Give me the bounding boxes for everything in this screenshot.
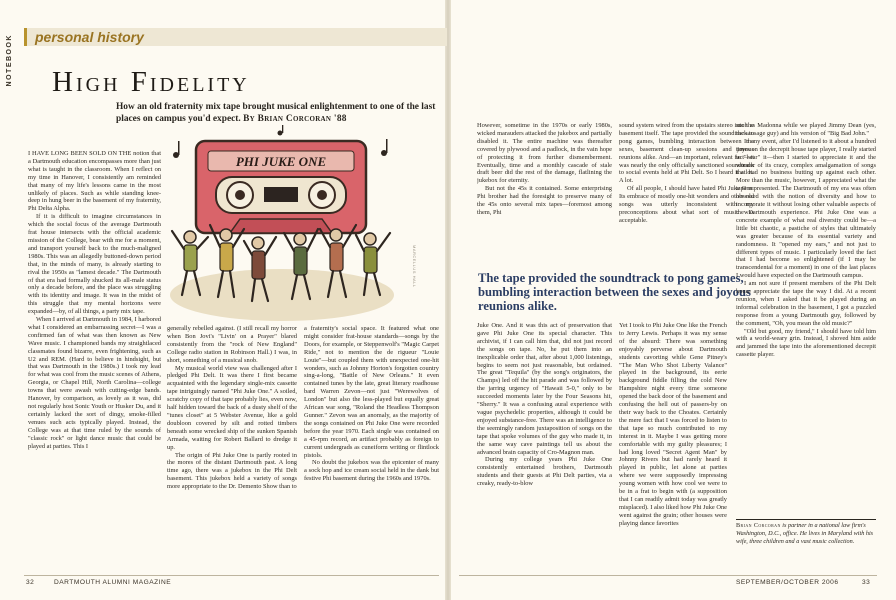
author-bio-text: is partner in a national law firm's Washington, D.C., office. He lives in Maryland with his wife, three children and a vast music collection. bbox=[736, 522, 874, 545]
paragraph: I am not sure if present members of the Phi Delt house appreciate the tape the way I did. At a recent reunion, when I asked that it be played during an informal celebration in the basement, I got a puzzled response from a young Dartmouth guy, followed by the comment, "Oh, you mean the old music?" bbox=[736, 280, 876, 327]
article-column-3 bbox=[304, 325, 439, 570]
article-column-5 bbox=[619, 122, 754, 264]
dek-text: How an old fraternity mix tape brought musical enlightenment to one of the last places on campus you'd expect. bbox=[116, 102, 436, 124]
article-column-2 bbox=[167, 325, 297, 570]
article-title: High Fidelity bbox=[52, 66, 250, 98]
article-column-1 bbox=[28, 150, 161, 570]
paragraph: Of all people, I should have hated Phi Juke One. Its embrace of mostly one-hit wonders and other old songs was utterly inconsistent with my preconceptions about what sort of music was acceptable. bbox=[619, 185, 754, 224]
issue-date: SEPTEMBER/OCTOBER 2006 bbox=[736, 579, 839, 586]
paragraph: The origin of Phi Juke One is partly rooted in the mores of the distant Dartmouth past. A long time ago, there was a jukebox in the Phi Delt basement. This jukebox held a variety of songs more appropriate to the Dr. Demento Show than to bbox=[167, 451, 297, 491]
illustration-credit: MARCELLUS HALL bbox=[412, 245, 417, 288]
paragraph: such as Madonna while we played Jimmy Dean (yes, the sausage guy) and his version of "Big Bad John." bbox=[736, 122, 876, 137]
tape-label: PHI JUKE ONE bbox=[235, 154, 327, 169]
section-side-label: NOTEBOOK bbox=[6, 34, 13, 87]
footer-rule-left bbox=[24, 575, 439, 576]
paragraph: But not the 45s it contained. Some enterprising Phi brother had the foresight to preserve many of the 45s onto several mix tapes—foremost among them, Phi bbox=[477, 185, 612, 216]
paragraph: Yet I took to Phi Juke One like the French to Jerry Lewis. Perhaps it was my sense of the absurd: There was something enjoyably perverse about Dartmouth students cavorting while Gene Pitney's "The Man Who Shot Liberty Valance" played in the background, its eerie background fiddle filling the cold New Hampshire night every time someone opened the back door of the basement and confusing the hell out of passers-by on their way back to the Choates. Certainly the mere fact that I was forced to listen to that tape so much contributed to my interest in it. Maybe I was getting more comfortable with my guilty pleasures; I had long loved "Secret Agent Man" by Johnny Rivers but had rarely heard it played in public, let alone at parties where we were supposedly impressing young women with how cool we were to be in a frat to begin with (a supposition that I can readily admit today was greatly misplaced). I also liked how Phi Juke One went against the grain; other houses were playing dance favorites bbox=[619, 322, 727, 527]
magazine-name: DARTMOUTH ALUMNI MAGAZINE bbox=[54, 579, 172, 586]
author-name: Brian Corcoran bbox=[736, 522, 781, 529]
illustration-floor bbox=[170, 269, 394, 321]
article-dek bbox=[116, 101, 444, 125]
cassette-tape-icon bbox=[196, 141, 366, 233]
paragraph: My musical world view was challenged after I pledged Phi Delt. It was there I first became acquainted with the legendary single-mix cassette tape intriguingly named "Phi Juke One." A soiled, scratchy copy of that tape probably lies, even now, half hidden toward the back of a dusty shelf of the "tunes closet" at 5 Webster Avenue, like a gold doubloon covered by silt and rotted timbers beneath some wrecked ship of the sunken Spanish Armada, waiting for Robert Ballard to dredge it up. bbox=[167, 364, 297, 451]
paragraph: However, sometime in the 1970s or early 1980s, wicked marauders attacked the jukebox and partially disabled it. The entire machine was thereafter covered by plywood and a padlock, in the vain hope of protecting it from further dismemberment. Eventually, time and a monthly cascade of stale draft beer did the rest of the damage, flatlining the jukebox for eternity. bbox=[477, 122, 612, 185]
paragraph: generally rebelled against. (I still recall my horror when Bon Jovi's "Livin' on a Prayer" blared consistently from the "rock of New England" College radio station in Robinson Hall.) I was, in short, something of a musical snob. bbox=[167, 325, 297, 364]
paragraph: No doubt the jukebox was the epicenter of many a sock hop and ice cream social held in the dank but festive Phi basement during the 1960s and 1970s. bbox=[304, 459, 439, 483]
paragraph: During my college years Phi Juke One consistently entertained brothers, Dartmouth students and their guests at Phi Delt parties, via a creaky, ready-to-blow bbox=[477, 456, 612, 488]
page-number-left: 32 bbox=[26, 579, 35, 586]
byline: By Brian Corcoran '88 bbox=[243, 114, 347, 124]
paragraph: sound system wired from the upstairs stereo into the basement itself. The tape provided the soundtrack to pong games, bumbling interaction between the sexes, basement clean-up sessions and joyous reunions alike. And—an important, relevant fact—it was nearly the only officially sanctioned soundtrack to social events held at Phi Delt. So I heard it a lot. A lot. bbox=[619, 122, 754, 185]
paragraph: Juke One. And it was this act of preservation that gave Phi Juke One its special character. This archivist, if I can call him that, did not just record the songs on tape. No, he put them into an inexplicable order that, after about 1,000 listenings, begins to seem not just reasonable, but ordained. The great "Tequila" (by the song's originators, the Champs) led off the hit parade and was followed by the jarring urgency of "Hawaii 5-0," only to be succeeded moments later by the Four Seasons hit, "Sherry." It was a confusing aural experience with vague psychedelic properties, although it could be enjoyed substance-free. There was an intelligence to the seemingly random juxtaposition of songs on the tape that spoke volumes of the guy who made it, in the same way cave paintings tell us about the advanced brain capacity of Cro-Magnon man. bbox=[477, 322, 612, 456]
cassette-illustration bbox=[160, 125, 400, 325]
article-column-6 bbox=[736, 122, 876, 514]
paragraph: "Old but good, my friend," I should have told him with a world-weary grin. Instead, I shoved him aside and jammed the tape into the aforementioned decrepit cassette player. bbox=[736, 327, 876, 359]
article-column-4b bbox=[477, 322, 612, 572]
author-bio bbox=[736, 519, 876, 546]
section-title: personal history bbox=[35, 29, 144, 45]
page-number-right: 33 bbox=[862, 579, 871, 586]
pull-quote: The tape provided the soundtrack to pong games, bumbling interaction between the sexes and joyous reunions alike. bbox=[478, 271, 751, 313]
section-header bbox=[24, 28, 447, 46]
paragraph: In any event, after I'd listened to it about a hundred times on the decrepit house tape player, I really started to "hear" it—then I started to appreciate it and the wonder of its crazy, complex amalgamation of songs that had no business butting up against each other. More than the music, however, I appreciated what the tape represented. The Dartmouth of my era was often obsessed with the notion of diversity and how to incorporate it without losing other valuable aspects of the Dartmouth experience. Phi Juke One was a concrete example of what real diversity could be—a little bit chaotic, a pastiche of styles that ultimately was greater because of its essential variety and randomness. It "opened my ears," and not just to different types of music. I particularly loved the fact that I had become so enlightened (if I may be transcendental for a moment) in one of the last places I would have expected on the Dartmouth campus. bbox=[736, 137, 876, 280]
article-column-5b bbox=[619, 322, 727, 572]
page-gutter bbox=[445, 0, 451, 600]
paragraph: I HAVE LONG BEEN SOLD ON THE notion that a Dartmouth education encompasses more than just what is taught in the classroom. When I reflect on my time in Hanover, I consistently am reminded that many of my life's lessons came in the most unlikely of places. Such as while standing knee-deep in hung beer in the basement of my fraternity, Phi Delta Alpha. bbox=[28, 150, 161, 213]
article-column-4 bbox=[477, 122, 612, 264]
paragraph: If it is difficult to imagine circumstances in which the social focus of the average Dartmouth frat house intersects with the official academic mission of the College, bear with me for a moment, and transport yourself back to the much-maligned 1980s. This was an allegedly buttoned-down period that, in the minds of many, is already starting to rival the 1950s as "lamest decade." The Dartmouth of that era had formally shucked its all-male status only a decade before, and the place was struggling with its identity and image. It was in the midst of this struggle that my mental horizons were expanded—by, of all things, a party mix tape. bbox=[28, 213, 161, 316]
paragraph: a fraternity's social space. It featured what one might consider frat-house standards—songs by the Doors, for example, or Steppenwolf's "Magic Carpet Ride," not to mention the de rigueur "Louie Louie"—but coupled them with unexpected one-hit wonders, such as Johnny Horton's forgotten country sing-a-long, "Battle of New Orleans." It even contained tunes by the late, great literary roadhouse bard Warren Zevon—not just "Werewolves of London" but also the less-played but equally great African war song, "Roland the Headless Thompson Gunner." Zevon was an anomaly, as the majority of the songs contained on Phi Juke One were recorded before the year 1970. Each single was contained on a 45-rpm record, an artifact probably as foreign to current undergrads as cuneiform writing or flintlock pistols. bbox=[304, 325, 439, 459]
paragraph: When I arrived at Dartmouth in 1984, I harbored what I considered an embarrassing secret—I was a confirmed fan of what was then known as New Wave music. I championed bands my straightlaced classmates found bizarre, even frightening, such as U2 and REM. (Hard to believe in hindsight, but that was Dartmouth in the 1980s.) I took my lead for what was cool from the music scenes of Athens, Georgia, or Chapel Hill, North Carolina—college towns that were awash with cutting-edge bands. Hanover, by comparison, as lovely as it was, did not regularly host Sonic Youth or Husker Du, and it certainly lacked the sort of dingy, smoke-filled venues such acts typically played. Instead, the College was at that time ruled by the sounds of "classic rock" or light dance music that could be played at parties. This I bbox=[28, 316, 161, 450]
footer-rule-right bbox=[459, 575, 877, 576]
